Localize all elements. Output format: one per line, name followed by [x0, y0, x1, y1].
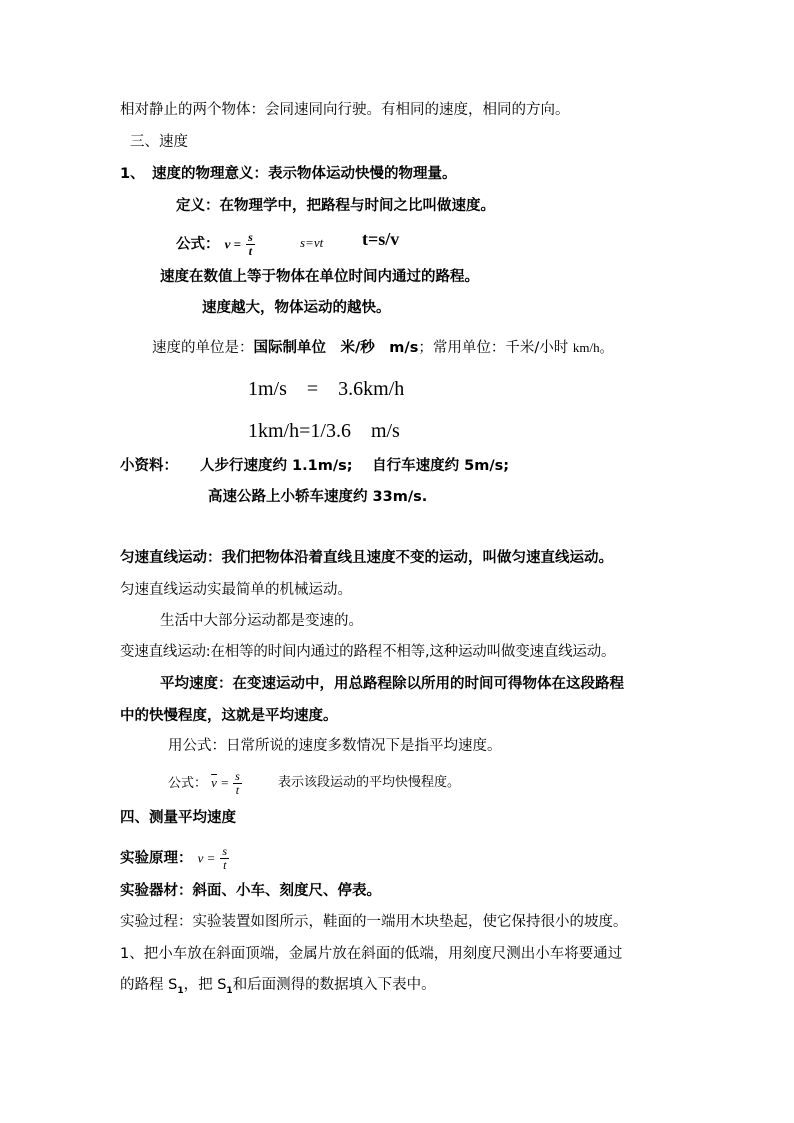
step-1-pre: 的路程 S — [120, 977, 178, 993]
process-text: 实验过程：实验装置如图所示，鞋面的一端用木块垫起，使它保持很小的坡度。 — [120, 914, 628, 930]
principle-denominator: t — [223, 858, 227, 872]
info-walk-bike: 人步行速度约 1.1m/s; 自行车速度约 5m/s; — [200, 458, 510, 474]
step-1-post: 和后面测得的数据填入下表中。 — [232, 977, 436, 993]
relative-static-text: 相对静止的两个物体：会同速同向行驶。有相同的速度，相同的方向。 — [120, 102, 570, 118]
step-1-sub-2: 1 — [226, 985, 233, 996]
units-label: 速度的单位是： — [152, 340, 254, 356]
most-motion-variable: 生活中大部分运动都是变速的。 — [160, 613, 363, 629]
formula-numerator: s — [248, 230, 253, 244]
avg-formula-eq: = — [216, 775, 229, 790]
units-common: km/h。 — [572, 340, 613, 355]
step-1-line-b — [120, 975, 436, 1001]
formula-line — [176, 231, 255, 258]
formula-fraction — [246, 231, 255, 258]
formula-tsv: t=s/v — [362, 229, 400, 249]
avg-formula-v: $\overline{v}$ — [211, 775, 217, 790]
info-label: 小资料： — [120, 458, 178, 474]
formula-v: v = — [224, 236, 241, 252]
uniform-motion-simple: 匀速直线运动实最简单的机械运动。 — [120, 582, 352, 598]
faster-text: 速度越大，物体运动的越快。 — [202, 300, 391, 316]
average-speed-usage: 用公式：日常所说的速度多数情况下是指平均速度。 — [168, 738, 502, 754]
conversion-2: 1km/h=1/3.6 m/s — [248, 420, 400, 442]
principle-numerator: s — [222, 844, 228, 858]
average-speed-definition-1: 平均速度：在变速运动中，用总路程除以所用的时间可得物体在这段路程 — [160, 676, 624, 692]
units-common-label: ；常用单位：千米/小时 — [418, 340, 569, 356]
formula-svt: s=vt — [300, 235, 324, 250]
units-line — [152, 338, 613, 358]
avg-formula-description: 表示该段运动的平均快慢程度。 — [278, 775, 461, 790]
variable-motion-definition: 变速直线运动:在相等的时间内通过的路程不相等,这种运动叫做变速直线运动。 — [120, 644, 616, 660]
step-1-sub-1: 1 — [177, 985, 184, 996]
speed-definition: 定义：在物理学中，把路程与时间之比叫做速度。 — [176, 198, 495, 214]
step-1-line-a: 1、把小车放在斜面顶端，金属片放在斜面的低端，用刻度尺测出小车将要通过 — [120, 946, 623, 962]
principle-line — [120, 845, 229, 872]
avg-formula-numerator: s — [235, 769, 240, 783]
avg-formula-label: 公式： — [168, 776, 208, 791]
item-1-number: 1、 — [120, 166, 145, 182]
avg-formula-line — [168, 770, 242, 797]
average-speed-definition-2: 中的快慢程度，这就是平均速度。 — [120, 708, 338, 724]
avg-formula-denominator: t — [235, 783, 240, 797]
principle-label: 实验原理： — [120, 850, 193, 867]
avg-formula-fraction — [233, 770, 242, 797]
numeric-meaning: 速度在数值上等于物体在单位时间内通过的路程。 — [160, 269, 479, 285]
formula-denominator: t — [248, 244, 253, 258]
equipment-text: 实验器材：斜面、小车、刻度尺、停表。 — [120, 883, 381, 899]
formula-label: 公式： — [176, 236, 220, 253]
section-three-heading: 三、速度 — [130, 134, 188, 150]
units-si: 国际制单位 米/秒 m/s — [253, 340, 419, 356]
conversion-1: 1m/s = 3.6km/h — [248, 378, 405, 400]
principle-fraction — [220, 845, 229, 872]
step-1-mid: ，把 S — [183, 977, 227, 993]
info-highway: 高速公路上小轿车速度约 33m/s. — [208, 489, 428, 505]
principle-v: v = — [197, 850, 216, 866]
speed-meaning-text: 速度的物理意义：表示物体运动快慢的物理量。 — [152, 166, 457, 182]
section-four-heading: 四、测量平均速度 — [120, 810, 236, 826]
uniform-motion-definition: 匀速直线运动：我们把物体沿着直线且速度不变的运动，叫做匀速直线运动。 — [120, 550, 613, 566]
